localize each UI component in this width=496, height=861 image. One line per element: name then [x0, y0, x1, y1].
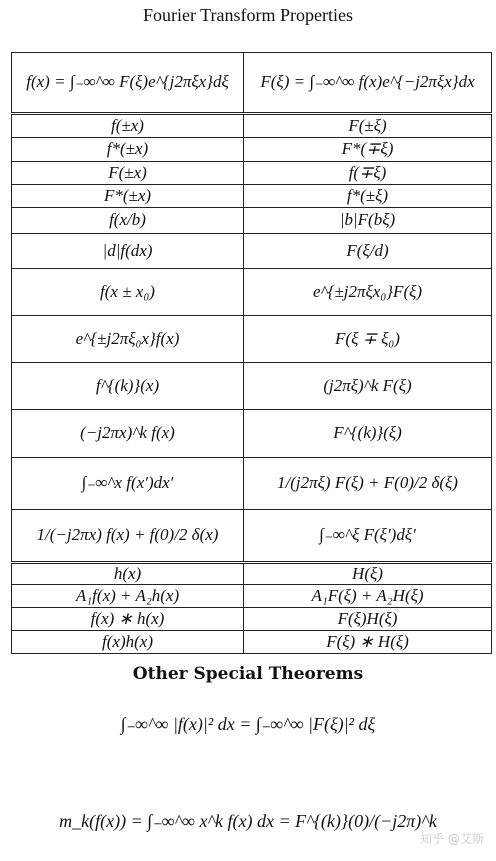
- cell-right: F(±ξ): [244, 114, 492, 138]
- cell-left: f(x)h(x): [12, 631, 244, 654]
- header-right-text: F(ξ) = ∫₋∞^∞ f(x)e^{−j2πξx}dx: [260, 72, 475, 92]
- cell-right: F(ξ)H(ξ): [244, 608, 492, 631]
- cell-right: F^{(k)}(ξ): [244, 410, 492, 458]
- cell-left: h(x): [12, 563, 244, 585]
- table-row: [12, 234, 492, 269]
- table-row: [12, 608, 492, 631]
- cell-right: f*(±ξ): [244, 185, 492, 208]
- cell-left: f(x/b): [12, 208, 244, 234]
- cell-right: F*(∓ξ): [244, 138, 492, 162]
- table-row: [12, 208, 492, 234]
- table-row: [12, 631, 492, 654]
- cell-left: A₁f(x) + A₂h(x): [12, 585, 244, 608]
- section-title: Other Special Theorems: [132, 664, 364, 684]
- page-title: Fourier Transform Properties: [143, 5, 353, 25]
- header-left-text: f(x) = ∫₋∞^∞ F(ξ)e^{j2πξx}dξ: [26, 72, 229, 92]
- table-row: [12, 363, 492, 410]
- table-row: [12, 563, 492, 585]
- cell-left: f*(±x): [12, 138, 244, 162]
- cell-right: (j2πξ)^k F(ξ): [244, 363, 492, 410]
- cell-left: f(±x): [12, 114, 244, 138]
- header-right: [244, 53, 492, 114]
- cell-left: f^{(k)}(x): [12, 363, 244, 410]
- table-row: [12, 162, 492, 185]
- cell-right: 1/(j2πξ) F(ξ) + F(0)/2 δ(ξ): [244, 458, 492, 510]
- cell-left: e^{±j2πξ₀x}f(x): [12, 316, 244, 363]
- table-row: [12, 510, 492, 563]
- table-row: [12, 138, 492, 162]
- cell-left: f(x) ∗ h(x): [12, 608, 244, 631]
- cell-left: (−j2πx)^k f(x): [12, 410, 244, 458]
- cell-left: F*(±x): [12, 185, 244, 208]
- cell-right: |b|F(bξ): [244, 208, 492, 234]
- header-left: [12, 53, 244, 114]
- table-row: [12, 458, 492, 510]
- table-row: [12, 316, 492, 363]
- cell-right: F(ξ) ∗ H(ξ): [244, 631, 492, 654]
- table-row: [12, 585, 492, 608]
- table-row: [12, 269, 492, 316]
- cell-right: H(ξ): [244, 563, 492, 585]
- parseval-theorem: ∫₋∞^∞ |f(x)|² dx = ∫₋∞^∞ |F(ξ)|² dξ: [120, 714, 376, 734]
- cell-right: f(∓ξ): [244, 162, 492, 185]
- table-header-row: [12, 53, 492, 114]
- properties-table: [11, 52, 492, 654]
- cell-left: 1/(−j2πx) f(x) + f(0)/2 δ(x): [12, 510, 244, 563]
- cell-right: A₁F(ξ) + A₂H(ξ): [244, 585, 492, 608]
- cell-right: ∫₋∞^ξ F(ξ′)dξ′: [244, 510, 492, 563]
- cell-left: ∫₋∞^x f(x′)dx′: [12, 458, 244, 510]
- cell-left: F(±x): [12, 162, 244, 185]
- moment-theorem: m_k(f(x)) = ∫₋∞^∞ x^k f(x) dx = F^{(k)}(0)/(−j2π)^k: [59, 811, 437, 831]
- table-row: [12, 185, 492, 208]
- table-row: [12, 114, 492, 138]
- cell-right: F(ξ ∓ ξ₀): [244, 316, 492, 363]
- cell-right: F(ξ/d): [244, 234, 492, 269]
- cell-right: e^{±j2πξx₀}F(ξ): [244, 269, 492, 316]
- watermark: 知乎 @艾斯: [420, 832, 484, 846]
- cell-left: |d|f(dx): [12, 234, 244, 269]
- table-row: [12, 410, 492, 458]
- cell-left: f(x ± x₀): [12, 269, 244, 316]
